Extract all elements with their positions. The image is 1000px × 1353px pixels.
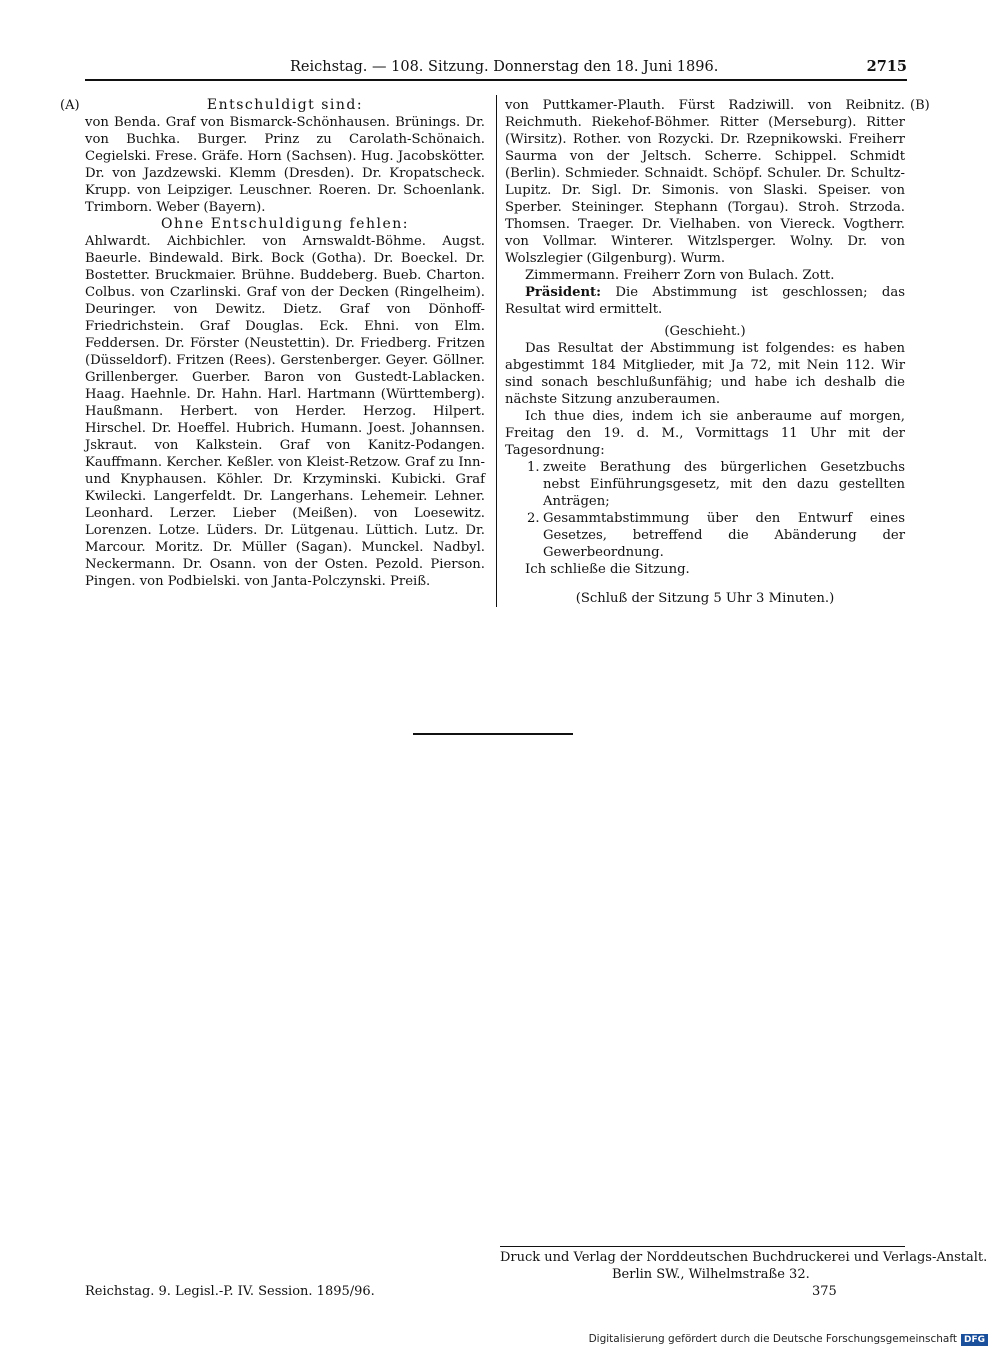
names-last-line: Zimmermann. Freiherr Zorn von Bulach. Zott. — [525, 268, 835, 283]
schedule-text: Ich thue dies, indem ich sie anberaume auf morgen, Freitag den 19. d. M., Vormittags 11 Uhr mit der Tagesordnung: — [505, 409, 905, 458]
session-info: Reichstag. 9. Legisl.-P. IV. Session. 1895/96. — [85, 1284, 375, 1299]
funding-text: Digitalisierung gefördert durch die Deutsche Forschungsgemeinschaft — [588, 1333, 957, 1345]
heading-unexcused: Ohne Entschuldigung fehlen: — [161, 216, 409, 232]
page-header — [85, 56, 907, 78]
footer-rule — [500, 1246, 905, 1247]
excused-names: von Benda. Graf von Bismarck-Schönhausen. Brünings. Dr. von Buchka. Burger. Prinz zu Carolath-Schönaich. Cegielski. Frese. Gräfe. Horn (Sachsen). Hug. Jacobskötter. Dr. von Jazdzewski. Klemm (Dresden). Dr. Kropatscheck. Krupp. von Leipziger. Leuschner. Roeren. Dr. Schoenlank. Trimborn. Weber (Bayern). — [85, 115, 485, 215]
printer-line-2: Berlin SW., Wilhelmstraße 32. — [612, 1267, 810, 1282]
running-title: Reichstag. — 108. Sitzung. Donnerstag den 18. Juni 1896. — [290, 59, 719, 75]
agenda-item — [505, 459, 905, 510]
margin-mark-left: (A) — [60, 98, 80, 113]
sheet-number: 375 — [812, 1284, 837, 1299]
closing-note: (Schluß der Sitzung 5 Uhr 3 Minuten.) — [575, 591, 835, 606]
agenda-list — [505, 459, 905, 561]
result-text: Das Resultat der Abstimmung ist folgendes: es haben abgestimmt 184 Mitglieder, mit Ja 72, mit Nein 112. Wir sind sonach beschlußunfähig; und habe ich deshalb die nächste Sitzung anzuberaumen. — [505, 341, 905, 407]
funding-note — [589, 1332, 988, 1346]
page-number: 2715 — [866, 58, 907, 75]
stage-direction: (Geschieht.) — [664, 324, 746, 339]
agenda-item-number: 2. — [527, 511, 540, 526]
president-remark — [505, 284, 905, 318]
header-rule — [85, 79, 907, 81]
names-continued: von Puttkamer-Plauth. Fürst Radziwill. von Reibnitz. Reichmuth. Riekehof-Böhmer. Ritter (Merseburg). Ritter (Wirsitz). Rother. von Rozycki. Dr. Rzepnikowski. Freiherr Saurma von der Jeltsch. Scherre. Schippel. Schmidt (Berlin). Schmieder. Schnaidt. Schöpf. Schuler. Dr. Schultz-Lupitz. Dr. Sigl. Dr. Simonis. von Slaski. Speiser. von Sperber. Steininger. Stephann (Torgau). Stroh. Strzoda. Thomsen. Traeger. Dr. Vielhaben. von Viereck. Vogtherr. von Vollmar. Winterer. Witzlsperger. Wolny. Dr. von Wolszlegier (Gilgenburg). Wurm. — [505, 98, 905, 266]
margin-mark-right: (B) — [910, 98, 930, 113]
closing-text: Ich schließe die Sitzung. — [525, 562, 690, 577]
printer-line-1: Druck und Verlag der Norddeutschen Buchdruckerei und Verlags-Anstalt. — [500, 1250, 988, 1265]
unexcused-names: Ahlwardt. Aichbichler. von Arnswaldt-Böhme. Augst. Baeurle. Bindewald. Birk. Bock (Gotha). Dr. Boeckel. Dr. Bostetter. Bruckmaier. Brühne. Buddeberg. Bueb. Charton. Colbus. von Czarlinski. Graf von der Decken (Ringelheim). Deuringer. von Dewitz. Dietz. Graf von Dönhoff-Friedrichstein. Graf Douglas. Eck. Ehni. von Elm. Feddersen. Dr. Förster (Neustettin). Dr. Friedberg. Fritzen (Düsseldorf). Fritzen (Rees). Gerstenberger. Geyer. Göllner. Grillenberger. Guerber. Baron von Gustedt-Lablacken. Haag. Haehnle. Dr. Hahn. Harl. Hartmann (Württemberg). Haußmann. Herbert. von Herder. Herzog. Hilpert. Hirschel. Dr. Hoeffel. Hubrich. Humann. Joest. Johannsen. Jskraut. von Kalkstein. Graf von Kanitz-Podangen. Kauffmann. Kercher. Keßler. von Kleist-Retzow. Graf zu Inn- und Knyphausen. Köhler. Dr. Krzyminski. Kubicki. Graf Kwilecki. Langerfeldt. Dr. Langerhans. Lehemeir. Lehner. Leonhard. Lerzer. Lieber (Meißen). von Loesewitz. Lorenzen. Lotze. Lüders. Dr. Lütgenau. Lüttich. Lutz. Dr. Marcour. Moritz. Dr. Müller (Sagan). Munckel. Nadbyl. Neckermann. Dr. Osann. von der Osten. Pezold. Pierson. Pingen. von Podbielski. von Janta-Polczynski. Preiß. — [85, 234, 485, 589]
president-text: Die Abstimmung ist geschlossen; das Resultat wird ermittelt. — [505, 285, 905, 317]
right-column — [505, 97, 905, 607]
agenda-item-text: zweite Berathung des bürgerlichen Gesetzbuchs nebst Einführungsgesetz, mit den dazu gestellten Anträgen; — [543, 460, 905, 509]
agenda-item — [505, 510, 905, 561]
president-label: Präsident: — [525, 285, 602, 300]
section-end-rule — [413, 733, 573, 735]
dfg-logo: DFG — [961, 1334, 988, 1346]
column-divider — [496, 95, 497, 607]
heading-excused: Entschuldigt sind: — [206, 97, 364, 113]
left-column — [85, 97, 485, 590]
agenda-item-text: Gesammtabstimmung über den Entwurf eines Gesetzes, betreffend die Abänderung der Gewerbeordnung. — [543, 511, 905, 560]
agenda-item-number: 1. — [527, 460, 540, 475]
